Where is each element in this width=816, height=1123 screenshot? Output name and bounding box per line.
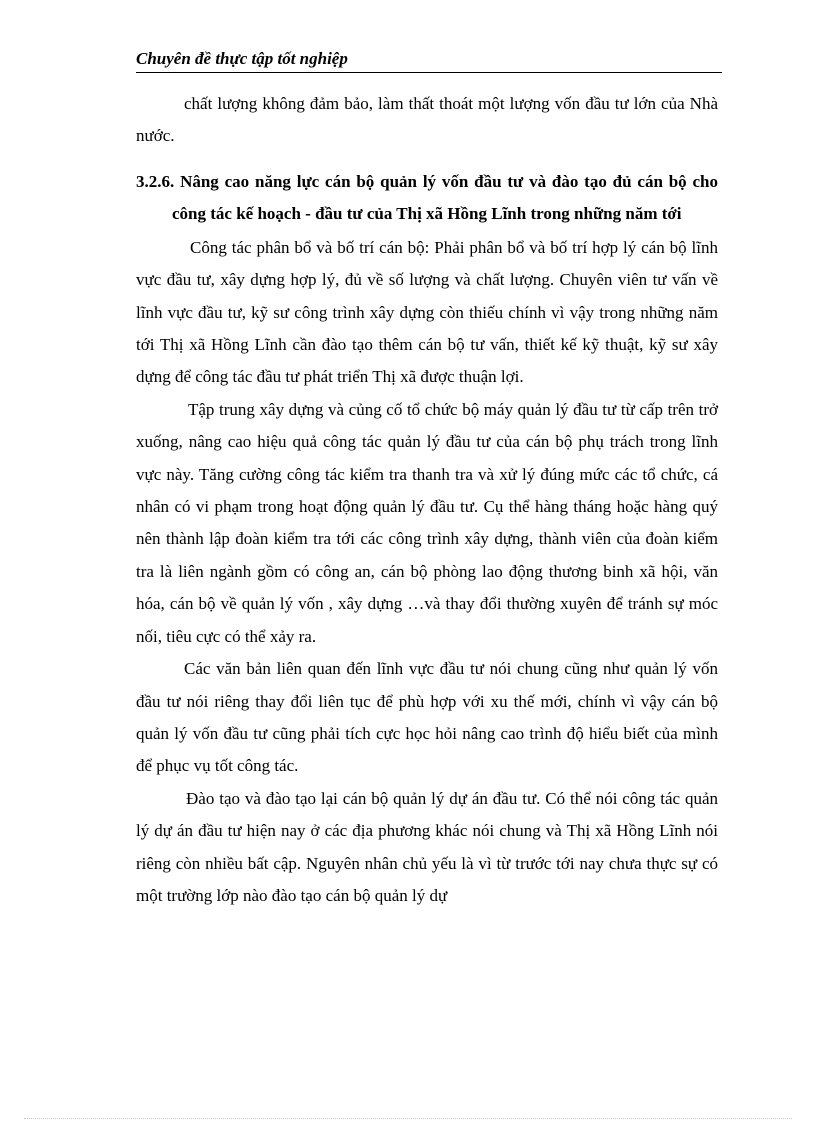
document-body [136,88,718,912]
paragraph-staff-allocation: Công tác phân bổ và bố trí cán bộ: Phải phân bổ và bố trí hợp lý cán bộ lĩnh vực đầu tư, xây dựng hợp lý, đủ về số lượng và chất lượng. Chuyên viên tư vấn về lĩnh vực đầu tư, kỹ sư công trình xây dựng còn thiếu chính vì vậy trong những năm tới Thị xã Hồng Lĩnh cần đào tạo thêm cán bộ tư vấn, thiết kế kỹ thuật, kỹ sư xây dựng để công tác đầu tư phát triển Thị xã được thuận lợi. [136,237,718,387]
section-heading: 3.2.6. Nâng cao năng lực cán bộ quản lý vốn đầu tư và đào tạo đủ cán bộ cho công tác kế hoạch - đầu tư của Thị xã Hồng Lĩnh trong những năm tới [136,171,718,223]
page-bottom-border [24,1118,792,1119]
continuation-paragraph: chất lượng không đảm bảo, làm thất thoát một lượng vốn đầu tư lớn của Nhà nước. [136,94,718,146]
paragraph-regulations: Các văn bản liên quan đến lĩnh vực đầu tư nói chung cũng như quản lý vốn đầu tư nói riêng thay đổi liên tục để phù hợp với xu thế mới, chính vì vậy cán bộ quản lý vốn đầu tư cũng phải tích cực học hỏi nâng cao trình độ hiểu biết của mình để phục vụ tốt công tác. [136,659,718,776]
page-header [136,46,722,73]
paragraph-training: Đào tạo và đào tạo lại cán bộ quản lý dự án đầu tư. Có thể nói công tác quản lý dự án đầu tư hiện nay ở các địa phương khác nói chung và Thị xã Hồng Lĩnh nói riêng còn nhiều bất cập. Nguyên nhân chủ yếu là vì từ trước tới nay chưa thực sự có một trường lớp nào đào tạo cán bộ quản lý dự [136,788,718,905]
header-title: Chuyên đề thực tập tốt nghiệp [136,49,348,68]
paragraph-organization: Tập trung xây dựng và củng cố tổ chức bộ máy quản lý đầu tư từ cấp trên trở xuống, nâng cao hiệu quả công tác quản lý đầu tư của cán bộ phụ trách trong lĩnh vực này. Tăng cường công tác kiểm tra thanh tra và xử lý đúng mức các tổ chức, cá nhân có vi phạm trong hoạt động quản lý đầu tư. Cụ thể hàng tháng hoặc hàng quý nên thành lập đoàn kiểm tra tới các công trình xây dựng, thành viên của đoàn kiểm tra là liên ngành gồm có công an, cán bộ phòng lao động thương binh xã hội, văn hóa, cán bộ về quản lý vốn , xây dựng …và thay đổi thường xuyên để tránh sự móc nối, tiêu cực có thể xảy ra. [136,399,718,646]
